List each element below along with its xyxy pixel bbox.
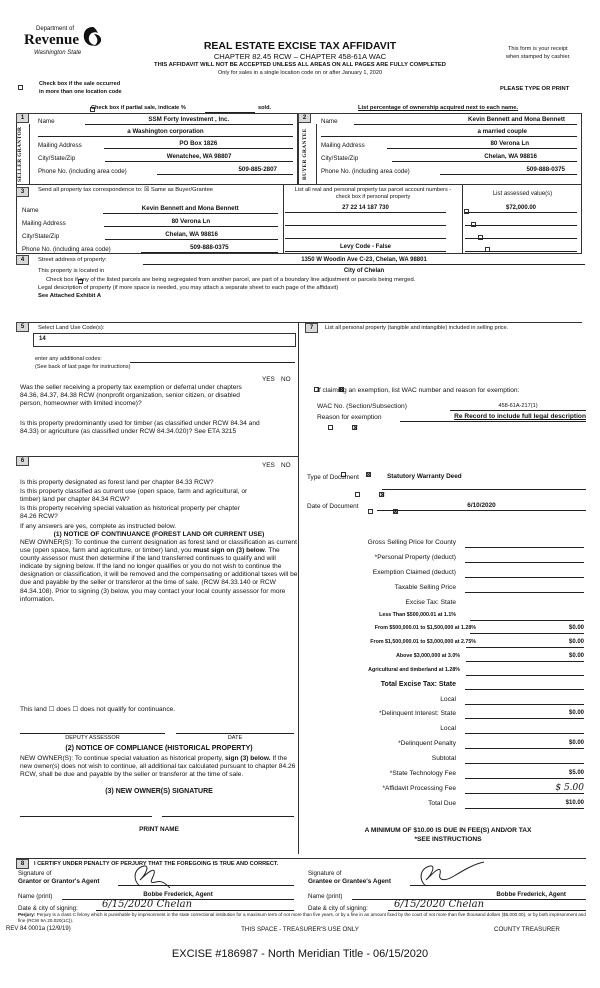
grantor-sig-label-2: Grantor or Grantor's Agent <box>18 878 100 885</box>
corr-phone-row <box>22 244 278 253</box>
grantor-name-label: Name (print) <box>18 893 53 900</box>
certify-statement: I CERTIFY UNDER PENALTY OF PERJURY THAT THE FOREGOING IS TRUE AND CORRECT. <box>34 861 279 867</box>
street-label: Street address of property: <box>38 257 107 263</box>
grantee-date-label: Date & city of signing: <box>308 905 368 912</box>
form-revision: REV 84 0001a (12/9/19) <box>6 926 71 932</box>
ownership-note: List percentage of ownership acquired next to each name. <box>358 105 519 111</box>
forest-no-checkbox[interactable] <box>366 472 371 477</box>
tax-row-delinquent-penalty: *Delinquent Penalty $0.00 <box>398 740 584 747</box>
section-1-badge: 1 <box>16 113 29 123</box>
section-7-badge: 7 <box>305 323 318 333</box>
tax-row-processing-fee: *Affidavit Processing Fee $ 5.00 <box>382 783 584 793</box>
seller-name2-row <box>38 128 293 137</box>
deputy-assessor-sig-line[interactable] <box>20 733 165 734</box>
assessed-field-3[interactable] <box>465 230 577 239</box>
grantee-name-label: Name (print) <box>308 893 343 900</box>
q2-yes-checkbox[interactable] <box>328 425 333 430</box>
corr-address-label: Mailing Address <box>22 220 66 227</box>
see-instructions-note: *SEE INSTRUCTIONS <box>414 836 482 843</box>
corr-name-row <box>22 205 278 214</box>
grantor-signature-field[interactable] <box>118 864 294 886</box>
seller-city-field[interactable]: Wenatchee, WA 98807 <box>105 153 293 162</box>
tax-row-bracket-1: Less Than $500,000.01 at 1.1% <box>300 611 596 622</box>
gross-selling-field[interactable] <box>465 538 584 548</box>
taxable-selling-field[interactable] <box>465 583 584 593</box>
tax-row-bracket-4: Above $3,000,000 at 3.0% $0.00 <box>300 652 596 663</box>
tax-row-local: Local <box>300 695 596 706</box>
q-current-use: Is this property classified as current use (open space, farm and agricultural, or timber) land per chapter 84.34 RCW? <box>20 488 248 504</box>
agricultural-field[interactable] <box>466 666 584 676</box>
correspondence-header: Send all property tax correspondence to: ☒ Same as Buyer/Grantee <box>38 187 214 193</box>
land-use-code: 14 <box>39 336 46 342</box>
partial-sale-label: Check box if partial sale, indicate % <box>91 105 186 111</box>
processing-fee-field[interactable]: $ 5.00 <box>465 784 584 794</box>
agency-line1: Department of <box>36 26 75 32</box>
current-use-no-checkbox[interactable] <box>379 492 384 497</box>
notice-2-title: (2) NOTICE OF COMPLIANCE (HISTORICAL PROPERTY) <box>65 745 253 752</box>
receipt-note-2: when stamped by cashier. <box>506 54 571 60</box>
multi-location-label-2: in more than one location code <box>39 89 122 95</box>
new-owner-sig-line-2[interactable] <box>162 816 294 817</box>
parcel-field-4[interactable]: Levy Code - False <box>285 243 446 252</box>
seller-phone-row <box>38 166 293 175</box>
q2-no-checkbox[interactable] <box>352 425 357 430</box>
land-use-label: Select Land Use Code(s): <box>38 325 105 331</box>
yes-header-6: YES <box>262 462 275 469</box>
corr-city-label: City/State/Zip <box>22 233 60 240</box>
print-name-label: PRINT NAME <box>139 826 179 833</box>
form-subtitle: CHAPTER 82.45 RCW – CHAPTER 458-61A WAC <box>213 52 387 61</box>
segregate-note: Check box if any of the listed parcels are being segregated from another parcel, are part of a boundary line adjustment or parcels being merged. <box>46 277 416 283</box>
corr-address-row <box>22 218 278 227</box>
form-title: REAL ESTATE EXCISE TAX AFFIDAVIT <box>203 40 397 52</box>
notice-3-title: (3) NEW OWNER(S) SIGNATURE <box>105 788 213 795</box>
tax-row-subtotal: Subtotal <box>300 754 596 765</box>
total-due-field[interactable]: $10.00 <box>465 799 584 809</box>
grantor-sig-label-1: Signature of <box>18 870 52 877</box>
reason-field[interactable]: Re Record to include full legal description <box>400 413 586 422</box>
parcel-field-3[interactable] <box>285 230 446 239</box>
assessed-field-2[interactable] <box>465 217 577 226</box>
grantee-name-field[interactable]: Bobbe Frederick, Agent <box>352 891 586 900</box>
corr-name-field[interactable]: Kevin Bennett and Mona Bennett <box>103 205 278 214</box>
grantee-sig-label-2: Grantee or Grantee's Agent <box>308 878 391 885</box>
grantor-name-field[interactable]: Bobbe Frederick, Agent <box>62 891 294 900</box>
tax-row-bracket-3: From $1,500,000.01 to $3,000,000 at 2.75% $0.00 <box>300 638 596 649</box>
seller-city-row <box>38 153 293 162</box>
buyer-phone-label: Phone No. (including area code) <box>321 168 410 175</box>
seller-address-row <box>38 140 293 149</box>
tax-row-exemption: Exemption Claimed (deduct) <box>300 568 596 579</box>
continuance-statement: This land ☐ does ☐ does not qualify for continuance. <box>20 706 176 713</box>
buyer-address-label: Mailing Address <box>321 142 365 149</box>
tax-row-total-due: Total Due $10.00 <box>428 800 584 807</box>
buyer-city-label: City/State/Zip <box>321 155 359 162</box>
q-historical: Is this property receiving special valuation as historical property per chapter 84.26 RCW? <box>20 505 240 521</box>
technology-fee-field[interactable]: $5.00 <box>465 769 584 779</box>
subtotal-field[interactable] <box>465 754 584 764</box>
section-2-badge: 2 <box>298 113 311 123</box>
seller-side-label: SELLER GRANTOR <box>17 126 23 182</box>
tax-row-taxable: Taxable Selling Price <box>300 583 596 594</box>
seller-address-field[interactable]: PO Box 1826 <box>104 140 293 149</box>
personal-property-label: List all personal property (tangible and intangible) included in selling price. <box>325 325 509 331</box>
interest-local-field[interactable] <box>465 724 584 734</box>
seller-name-field[interactable]: SSM Forty Investment , Inc. <box>85 116 293 125</box>
legal-label: Legal description of property (if more space is needed, you may attach a separate sheet to each page of the affidavit) <box>38 285 339 291</box>
perjury-note: Perjury: Perjury is a class C felony which is punishable by imprisonment in the state correctional institution for a maximum term of not more than five years, or by a fine in an amount fixed by the court of not more than five thousand dollars ($5,000.00), or by both imprisonment and fine (RCW 9A.20.020(1C)). <box>18 912 586 923</box>
grantee-sig-label-1: Signature of <box>308 870 342 877</box>
q-timber-agriculture: Is this property predominantly used for timber (as classified under RCW 84.34 and 84.33) or agriculture (as classified under RCW 84.34.020)? See ETA 3215 <box>20 420 260 436</box>
buyer-name-row <box>321 116 577 125</box>
buyer-name-label: Name <box>321 118 338 125</box>
wac-field[interactable]: 458-61A-217(1) <box>450 402 586 411</box>
doc-date-field[interactable]: 6/10/2020 <box>377 502 586 511</box>
treasurer-space-label: THIS SPACE - TREASURER'S USE ONLY <box>241 926 359 933</box>
multi-location-label-1: Check box if the sale occurred <box>39 81 121 87</box>
parcel-field-1[interactable]: 27 22 14 187 730 <box>285 204 446 213</box>
no-header-6: NO <box>281 462 291 469</box>
grantee-signature-scribble-icon <box>414 860 494 888</box>
yes-header-5: YES <box>262 376 275 383</box>
buyer-name2-field[interactable]: a married couple <box>321 128 577 137</box>
new-owner-sig-line-1[interactable] <box>20 816 152 817</box>
additional-codes-field[interactable] <box>130 362 295 363</box>
tax-row-agricultural: Agricultural and timberland at 1.28% <box>300 666 596 677</box>
seller-name-label: Name <box>38 118 55 125</box>
section-6-badge: 6 <box>16 456 29 466</box>
parcel-field-2[interactable] <box>285 217 446 226</box>
date-label: DATE <box>227 735 243 741</box>
notice-1-text: NEW OWNER(S): To continue the current designation as forest land or classification as current use (open space, farm and agriculture, or timber) land, you must sign on (3) below. The county assessor must then determine if the land transferred continues to qualify and will indicate by signing below. If the land no longer qualifies or you do not wish to continue the designation or classification, it will be removed and the compensating or additional taxes will be due and payable by the seller or transferor at the time of sale. (RCW 84.33.140 or RCW 84.34.108). Prior to signing (3) below, you may contact your local county assessor for more information. <box>20 539 298 603</box>
county-treasurer-label: COUNTY TREASURER <box>494 926 560 933</box>
doc-date-label: Date of Document <box>307 503 359 510</box>
deputy-assessor-label: DEPUTY ASSESSOR <box>65 735 120 741</box>
tax-row-interest-local: Local <box>300 724 596 735</box>
bracket-3-field[interactable]: $0.00 <box>466 638 584 648</box>
doc-type-line <box>382 489 586 490</box>
agency-line2: Revenue <box>24 32 79 48</box>
grantor-date-city-field[interactable]: 6/15/2020 Chelan <box>96 899 294 911</box>
section-4-badge: 4 <box>16 255 29 265</box>
buyer-side-label: BUYER GRANTEE <box>302 128 308 180</box>
bracket-4-field[interactable]: $0.00 <box>466 652 584 662</box>
grantor-date-label: Date & city of signing: <box>18 905 78 912</box>
seller-phone-field[interactable]: 509-885-2807 <box>157 166 293 175</box>
street-field[interactable]: 1350 W Woodin Ave C-23, Chelan, WA 98801 <box>143 256 585 265</box>
no-header-5: NO <box>281 376 291 383</box>
multi-location-checkbox[interactable] <box>18 85 23 90</box>
grantee-date-city-field[interactable]: 6/15/2020 Chelan <box>388 899 586 911</box>
buyer-address-row <box>321 140 577 149</box>
excise-stamp: EXCISE #186987 - North Meridian Title - 06/15/2020 <box>171 948 429 960</box>
located-field[interactable]: City of Chelan <box>343 268 385 274</box>
buyer-city-row <box>321 153 577 162</box>
q-exemption-deferral: Was the seller receiving a property tax exemption or deferral under chapters 84.36, 84.37, 84.38 RCW (nonprofit organization, senior citizen, or disabled person, homeowner with limited income)? <box>20 384 242 408</box>
doc-type-value[interactable]: Statutory Warranty Deed <box>387 473 462 480</box>
grantor-signature-scribble-icon <box>126 864 186 888</box>
tax-row-delinquent-interest: *Delinquent Interest: State $0.00 <box>379 710 584 717</box>
tax-row-personal-property: *Personal Property (deduct) <box>300 553 596 564</box>
buyer-name2-row <box>321 128 577 137</box>
form-note: Only for sales in a single location code on or after January 1, 2020 <box>217 70 383 76</box>
located-label: This property is located in <box>38 268 105 274</box>
type-or-print: PLEASE TYPE OR PRINT <box>500 86 570 92</box>
minimum-due-note: A MINIMUM OF $10.00 IS DUE IN FEE(S) AND/OR TAX <box>364 827 532 834</box>
wac-label: WAC No. (Section/Subsection) <box>317 403 407 410</box>
section-8-badge: 8 <box>16 859 29 869</box>
corr-city-field[interactable]: Chelan, WA 98816 <box>105 231 278 240</box>
buyer-phone-row <box>321 166 577 175</box>
buyer-phone-field[interactable]: 509-888-0375 <box>440 166 577 175</box>
assessed-header: List assessed value(s) <box>492 191 553 197</box>
tax-row-excise-state-header: Excise Tax: State <box>405 599 456 606</box>
seller-name2-field[interactable]: a Washington corporation <box>38 128 293 137</box>
agency-line3: Washington State <box>34 50 82 56</box>
personal-property-field[interactable] <box>465 553 584 563</box>
instructions-note: (See back of last page for instructions) <box>35 364 131 370</box>
section-3-badge: 3 <box>16 187 29 197</box>
legal-field[interactable]: See Attached Exhibit A <box>38 293 102 299</box>
seller-city-label: City/State/Zip <box>38 155 76 162</box>
tax-row-bracket-2: From $500,000.01 to $1,500,000 at 1.28% $0.00 <box>300 624 596 635</box>
notice-1-title: (1) NOTICE OF CONTINUANCE (FOREST LAND OR CURRENT USE) <box>53 531 265 538</box>
historical-yes-checkbox[interactable] <box>368 509 373 514</box>
corr-address-field[interactable]: 80 Verona Ln <box>104 218 278 227</box>
corr-phone-label: Phone No. (including area code) <box>22 246 111 253</box>
corr-name-label: Name <box>22 207 39 214</box>
buyer-address-field[interactable]: 80 Verona Ln <box>387 140 577 149</box>
grantee-signature-field[interactable] <box>410 864 586 886</box>
exemption-claimed-field[interactable] <box>465 568 584 578</box>
additional-codes-label: enter any additional codes: <box>35 356 102 362</box>
bracket-1-field[interactable] <box>470 611 584 621</box>
seller-address-label: Mailing Address <box>38 142 82 149</box>
receipt-note-1: This form is your receipt <box>508 46 568 52</box>
corr-phone-field[interactable]: 509-888-0375 <box>141 244 278 253</box>
tax-row-technology-fee: *State Technology Fee $5.00 <box>389 770 584 777</box>
exemption-label: If claiming an exemption, list WAC number and reason for exemption: <box>317 387 520 394</box>
q-forest-land: Is this property designated as forest land per chapter 84.33 RCW? <box>20 479 214 486</box>
delinquent-interest-field[interactable]: $0.00 <box>465 709 584 719</box>
assessor-date-line[interactable] <box>176 733 294 734</box>
notice-2-text: NEW OWNER(S): To continue special valuation as historical property, sign (3) below. If the new owner(s) does not wish to continue, all additional tax calculated pursuant to chapter 84.26 RCW, shall be due and payable by the seller or transferor at the time of sale. <box>20 755 296 779</box>
if-yes-note: If any answers are yes, complete as instructed below. <box>20 523 177 530</box>
current-use-yes-checkbox[interactable] <box>355 492 360 497</box>
tax-row-gross-selling: Gross Selling Price for County <box>300 538 596 549</box>
tax-row-total-excise: Total Excise Tax: State <box>300 680 596 691</box>
delinquent-penalty-field[interactable]: $0.00 <box>465 739 584 749</box>
parcels-header: List all real and personal property tax parcel account numbers - check box if personal property <box>294 187 452 200</box>
sold-label: sold. <box>258 105 272 111</box>
total-excise-field[interactable] <box>465 680 584 690</box>
buyer-city-field[interactable]: Chelan, WA 98816 <box>392 153 577 162</box>
doc-type-label: Type of Document <box>307 474 359 481</box>
reason-label: Reason for exemption <box>317 414 382 421</box>
form-warning: THIS AFFIDAVIT WILL NOT BE ACCEPTED UNLESS ALL AREAS ON ALL PAGES ARE FULLY COMPLETED <box>154 62 446 68</box>
seller-phone-label: Phone No. (including area code) <box>38 168 127 175</box>
assessed-field-4[interactable] <box>465 243 577 252</box>
bracket-2-field[interactable]: $0.00 <box>470 624 584 634</box>
local-field[interactable] <box>465 695 584 705</box>
corr-city-row <box>22 231 278 240</box>
buyer-name-field[interactable]: Kevin Bennett and Mona Bennett <box>354 116 577 125</box>
land-use-code-input[interactable] <box>33 333 296 347</box>
section-5-badge: 5 <box>16 322 29 332</box>
seller-name-row <box>38 116 293 125</box>
assessed-field-1[interactable]: $72,000.00 <box>465 204 577 213</box>
